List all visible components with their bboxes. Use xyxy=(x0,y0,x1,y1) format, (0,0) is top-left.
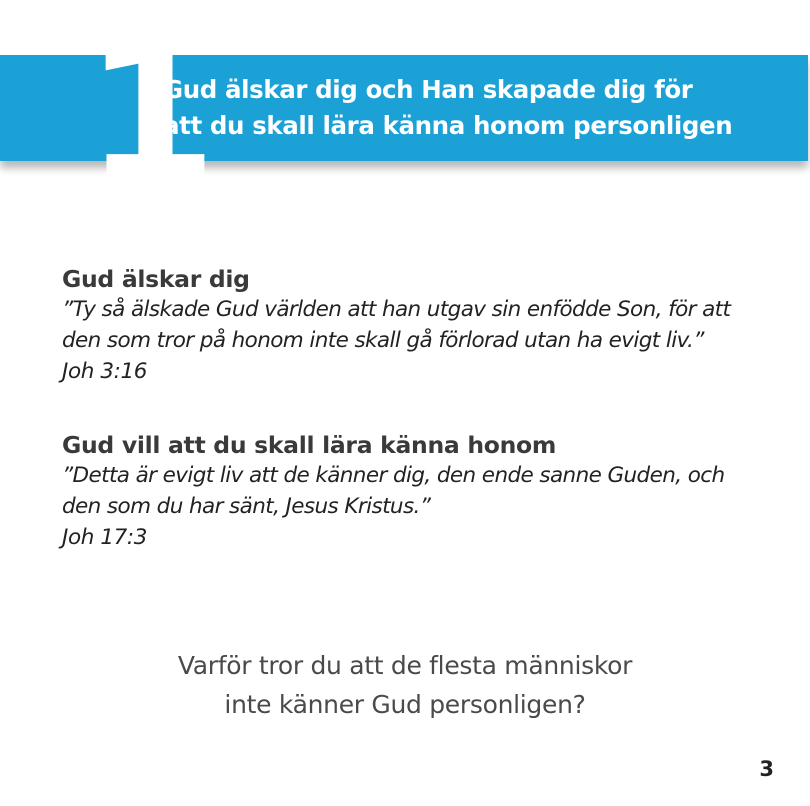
section-title: Gud vill att du skall lära känna honom xyxy=(62,431,557,459)
page-number: 3 xyxy=(759,757,774,781)
section-title: Gud älskar dig xyxy=(62,265,250,293)
question-line-1: Varför tror du att de flesta människor xyxy=(177,651,633,680)
bible-reference: Joh 17:3 xyxy=(62,525,148,550)
reflection-question xyxy=(0,646,810,724)
section-god-loves-you xyxy=(62,264,762,387)
quote-line: den som du har sänt, Jesus Kristus.” xyxy=(62,494,431,519)
bible-quote xyxy=(62,460,762,522)
header-title-line-2: att du skall lära känna honom personligen xyxy=(163,111,733,140)
quote-line: ”Detta är evigt liv att de känner dig, den ende sanne Guden, och xyxy=(62,463,725,488)
bible-reference: Joh 3:16 xyxy=(62,359,148,384)
question-line-2: inte känner Gud personligen? xyxy=(224,690,586,719)
quote-line: den som tror på honom inte skall gå förlorad utan ha evigt liv.” xyxy=(62,328,704,353)
bible-quote xyxy=(62,294,762,356)
header-title xyxy=(163,72,732,144)
quote-line: ”Ty så älskade Gud världen att han utgav sin enfödde Son, för att xyxy=(62,297,731,322)
section-god-wants-you-to-know-him xyxy=(62,430,762,553)
step-number: 1 xyxy=(84,2,214,225)
header-title-line-1: Gud älskar dig och Han skapade dig för xyxy=(163,75,693,104)
